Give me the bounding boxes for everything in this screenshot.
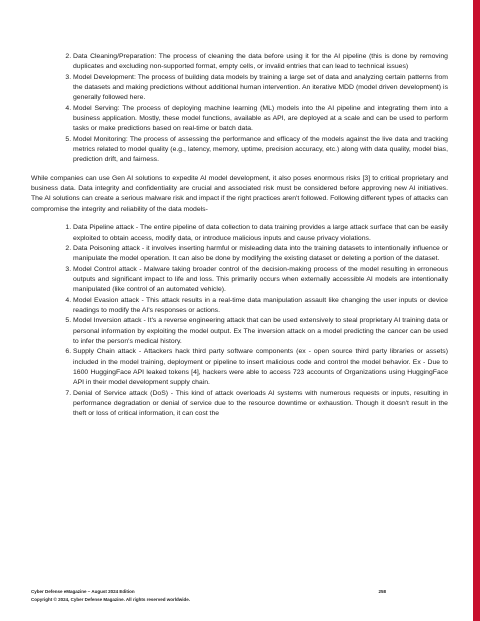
list-item: 6. Supply Chain attack - Attackers hack third party software components (ex - open source third party libraries or assets) included in the model training, deployment or pipeline to insert malicious code and control the model behavior. Ex - Due to 1600 HuggingFace API leaked tokens [4], hackers were able to access 723 accounts of Organizations using HuggingFace API in their model development supply chain.	[73, 347, 448, 388]
attack-types-list	[31, 223, 448, 420]
body-paragraph: While companies can use Gen AI solutions to expedite AI model development, it also poses enormous risks [3] to critical proprietary and business data. Data integrity and confidentiality are crucial and associated risk must be considered before approving new AI initiatives. The AI solutions can create a serious malware risk and impact if the right practices aren't followed. Following different types of attacks can compromise the integrity and reliability of the data models-	[31, 174, 448, 213]
footer-edition: Cyber Defense eMagazine – August 2024 Edition	[31, 589, 135, 594]
page-number: 258	[378, 589, 386, 594]
red-side-band	[473, 0, 480, 621]
pipeline-steps-list	[31, 52, 448, 166]
list-item: 7. Denial of Service attack (DoS) - This kind of attack overloads AI systems with numerous requests or inputs, resulting in performance degradation or denial of service due to the resource downtime or exhaustion. Though it doesn't result in the theft or loss of critical information, it can cost the	[73, 389, 448, 420]
list-item: 5. Model Inversion attack - It's a reverse engineering attack that can be used extensively to steal proprietary AI training data or personal information by exploiting the model output. Ex The inversion attack on a model predicting the cancer can be used to infer the person's medical history.	[73, 316, 448, 347]
list-item: 3. Model Control attack - Malware taking broader control of the decision-making process of the model resulting in erroneous outputs and significant impact to life and loss. This primarily occurs when externally accessible AI models are intentionally manipulated (like control of an automated vehicle).	[73, 265, 448, 296]
list-item: 2. Data Poisoning attack - it involves inserting harmful or misleading data into the training datasets to intentionally influence or manipulate the model operation. It can also be done by modifying the existing dataset or deleting a portion of the dataset.	[73, 244, 448, 265]
list-item: 4. Model Serving: The process of deploying machine learning (ML) models into the AI pipeline and integrating them into a business application. Mostly, these model functions, available as API, are deployed at a scale and can be used to perform tasks or make predictions based on real-time or batch data.	[73, 104, 448, 135]
list-item: 2. Data Cleaning/Preparation: The process of cleaning the data before using it for the AI pipeline (this is done by removing duplicates and excluding non-supported format, empty cells, or invalid entries that can lead to technical issues)	[73, 52, 448, 73]
list-item: 4. Model Evasion attack - This attack results in a real-time data manipulation assault like changing the user inputs or device readings to modify the AI's responses or actions.	[73, 296, 448, 317]
footer-row	[31, 588, 386, 596]
footer-copyright: Copyright © 2024, Cyber Defense Magazine. All rights reserved worldwide.	[31, 597, 190, 602]
list-item: 1. Data Pipeline attack - The entire pipeline of data collection to data training provides a large attack surface that can be easily exploited to obtain access, modify data, or introduce malicious inputs and cause privacy violations.	[73, 223, 448, 244]
article-body	[31, 52, 448, 420]
page-footer	[31, 588, 449, 604]
list-item: 5. Model Monitoring: The process of assessing the performance and efficacy of the models against the live data and tracking metrics related to model quality (e.g., latency, memory, uptime, precision accuracy, etc.) along with data quality, model bias, prediction drift, and fairness.	[73, 135, 448, 166]
list-item: 3. Model Development: The process of building data models by training a large set of data and analyzing certain patterns from the datasets and making predictions without additional human intervention. An iterative MDD (model driven development) is generally followed here.	[73, 73, 448, 104]
